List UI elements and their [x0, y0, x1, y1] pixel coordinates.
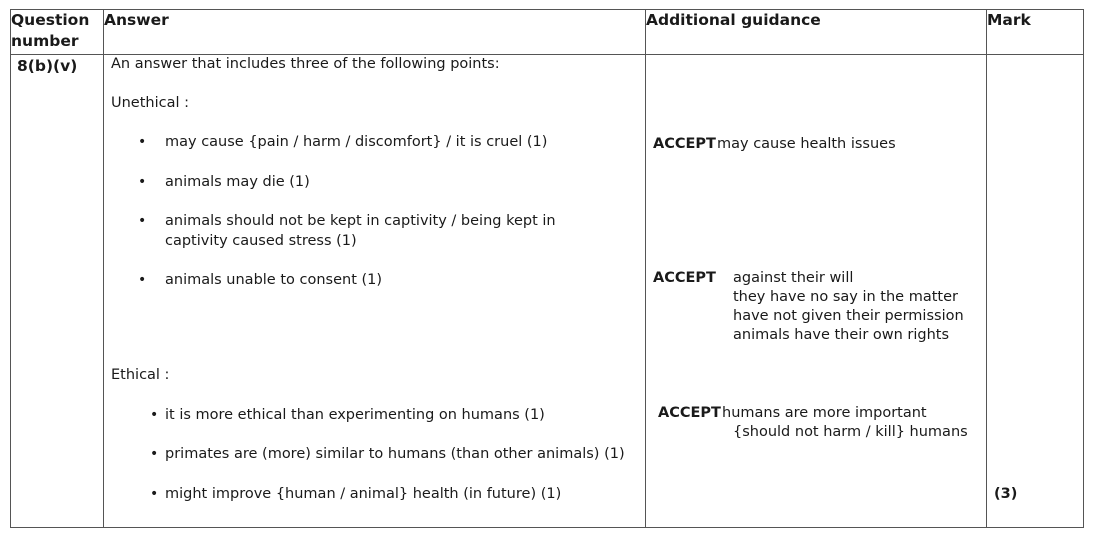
accept-text: may cause health issues [717, 136, 896, 152]
mark-scheme-table [10, 9, 1084, 528]
bullet-icon: • [150, 407, 159, 423]
ethical-point: primates are (more) similar to humans (than other animals) (1) [165, 446, 625, 462]
mark-cell [987, 55, 1084, 528]
header-additional-guidance: Additional guidance [646, 10, 987, 55]
bullet-icon: • [138, 174, 147, 190]
answer-cell [104, 55, 646, 528]
header-answer: Answer [104, 10, 646, 55]
answer-row [11, 55, 1084, 528]
unethical-point-continued: captivity caused stress (1) [165, 233, 357, 249]
ethical-heading: Ethical : [111, 367, 170, 383]
accept-keyword: ACCEPT [658, 405, 721, 421]
ethical-point: it is more ethical than experimenting on humans (1) [165, 407, 545, 423]
bullet-icon: • [150, 446, 159, 462]
ethical-point: might improve {human / animal} health (in future) (1) [165, 486, 562, 502]
header-row [11, 10, 1084, 55]
guidance-cell [646, 55, 987, 528]
accept-text: they have no say in the matter [733, 289, 958, 305]
unethical-point: animals may die (1) [165, 174, 310, 190]
bullet-icon: • [138, 272, 147, 288]
bullet-icon: • [138, 134, 147, 150]
accept-keyword: ACCEPT [653, 136, 716, 152]
accept-text: animals have their own rights [733, 327, 950, 343]
header-mark: Mark [987, 10, 1084, 55]
bullet-icon: • [138, 213, 147, 229]
accept-text: {should not harm / kill} humans [733, 424, 968, 440]
accept-text: against their will [733, 270, 854, 286]
accept-text: have not given their permission [733, 308, 964, 324]
unethical-point: animals should not be kept in captivity / being kept in [165, 213, 556, 229]
header-question-number: Question number [11, 10, 104, 55]
bullet-icon: • [150, 486, 159, 502]
mark-value: (3) [994, 486, 1018, 502]
question-number: 8(b)(v) [11, 55, 104, 528]
answer-intro: An answer that includes three of the following points: [111, 56, 500, 72]
accept-text: humans are more important [722, 405, 927, 421]
unethical-point: animals unable to consent (1) [165, 272, 383, 288]
unethical-point: may cause {pain / harm / discomfort} / it is cruel (1) [165, 134, 548, 150]
unethical-heading: Unethical : [111, 95, 190, 111]
accept-keyword: ACCEPT [653, 270, 716, 286]
